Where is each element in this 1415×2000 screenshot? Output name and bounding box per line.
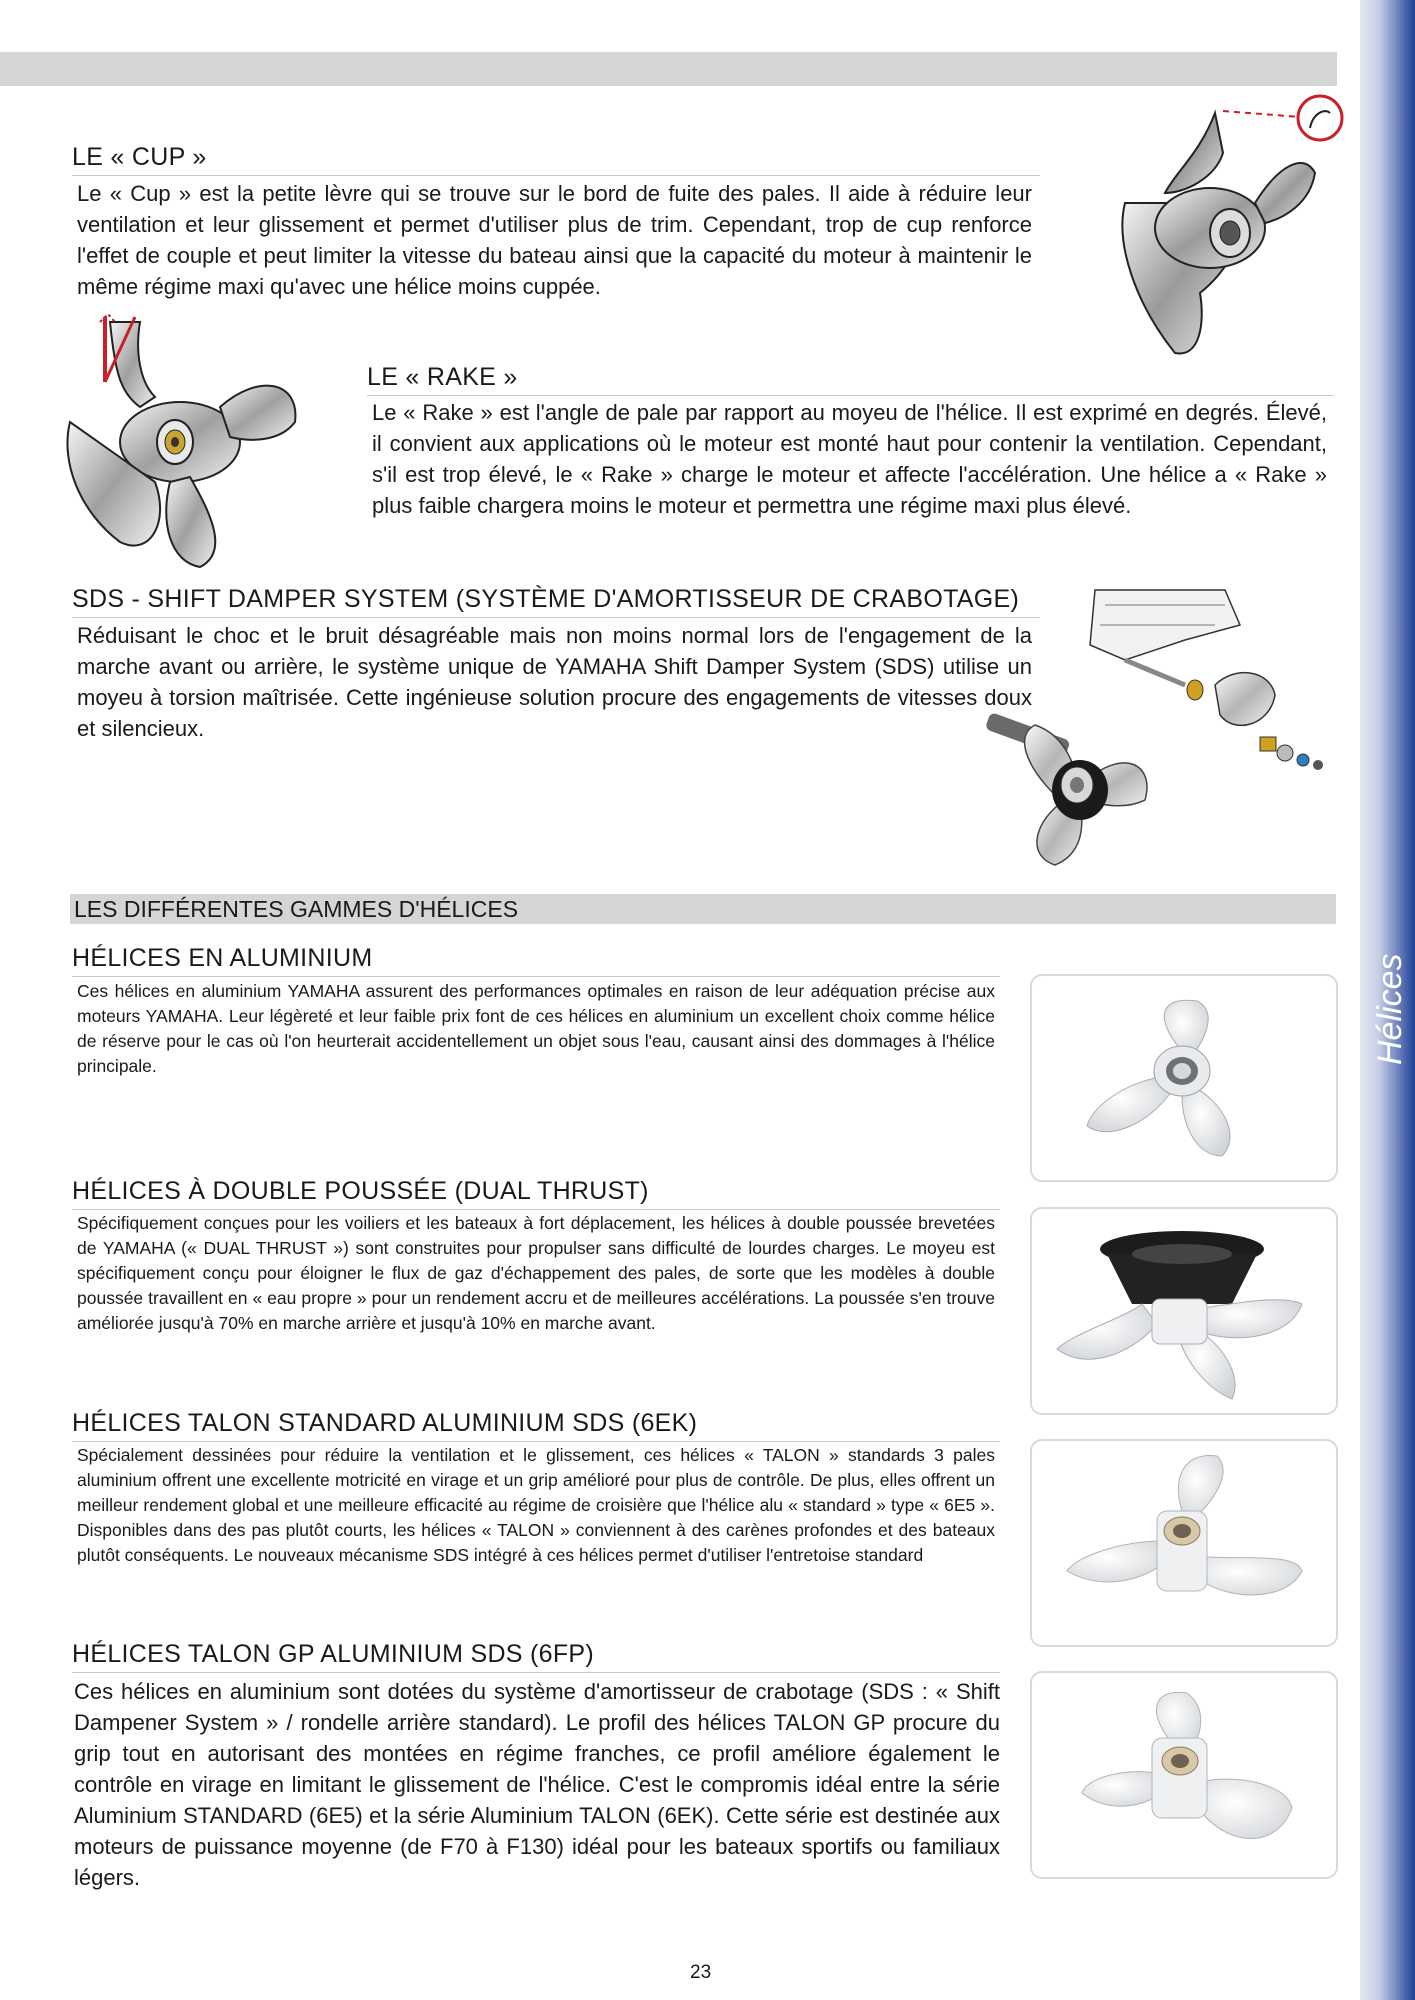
aluminium-text: Ces hélices en aluminium YAMAHA assurent des performances optimales en raison de leur adéquation précise aux moteurs YAMAHA. Leur légèreté et leur faible prix font de ces hélices en aluminium un excellent choix comme hélice de réserve pour le cas où l'on heurterait accidentellement un objet sous l'eau, causant ainsi des dommages à l'hélice principale.	[77, 981, 995, 1076]
page-number: 23	[690, 1962, 712, 1983]
ranges-heading: LES DIFFÉRENTES GAMMES D'HÉLICES	[74, 896, 519, 922]
dual-thrust-text: Spécifiquement conçues pour les voiliers et les bateaux à fort déplacement, les hélices à double poussée brevetées de YAMAHA (« DUAL THRUST ») sont construites pour propulser sans difficulté de lourdes charges. Le moyeu est spécifiquement conçu pour éloigner le flux de gaz d'échappement des pales, de sorte que les modèles à double poussée travaillent en « eau propre » pour un rendement accru et de meilleures accélérations. La poussée s'en trouve améliorée jusqu'à 70% en marche arrière et jusqu'à 10% en marche avant.	[77, 1213, 995, 1333]
aluminium-propeller-photo	[1030, 974, 1338, 1182]
cup-text: Le « Cup » est la petite lèvre qui se trouve sur le bord de fuite des pales. Il aide à réduire leur ventilation et leur glissement et permet d'utiliser plus de trim. Cependant, trop de cup renforce l'effet de couple et peut limiter la vitesse du bateau ainsi que la capacité du moteur à maintenir le même régime maxi qu'avec une hélice moins cuppée.	[77, 181, 1032, 299]
talon-gp-heading: HÉLICES TALON GP ALUMINIUM SDS (6FP)	[72, 1640, 1000, 1673]
dual-thrust-heading: HÉLICES À DOUBLE POUSSÉE (DUAL THRUST)	[72, 1177, 1000, 1210]
ranges-section-band	[70, 894, 1336, 924]
aluminium-heading: HÉLICES EN ALUMINIUM	[72, 944, 1000, 977]
talon-standard-text: Spécialement dessinées pour réduire la ventilation et le glissement, ces hélices « TALON » standards 3 pales aluminium offrent une excellente motricité en virage et un grip amélioré pour plus de contrôle. De plus, elles offrent un meilleur rendement global et une meilleure efficacité au régime de croisière que l'hélice alu « standard » type « 6E5 ». Disponibles dans des pas plutôt courts, les hélices « TALON » conviennent à des carènes profondes et des bateaux plutôt conséquents. Le nouveaux mécanisme SDS intégré à ces hélices permet d'utiliser l'entretoise standard	[77, 1445, 995, 1565]
talon-standard-heading: HÉLICES TALON STANDARD ALUMINIUM SDS (6EK)	[72, 1409, 1000, 1442]
cup-heading: LE « CUP »	[72, 143, 1040, 176]
top-header-bar	[0, 52, 1337, 86]
talon-gp-propeller-photo	[1030, 1671, 1338, 1879]
sds-heading: SDS - SHIFT DAMPER SYSTEM (SYSTÈME D'AMORTISSEUR DE CRABOTAGE)	[72, 585, 1040, 618]
rake-heading: LE « RAKE »	[367, 363, 1334, 396]
rake-propeller-illustration	[60, 312, 310, 572]
talon-gp-text: Ces hélices en aluminium sont dotées du système d'amortisseur de crabotage (SDS : « Shift Dampener System » / rondelle arrière standard). Le profil des hélices TALON GP procure du grip tout en autorisant des montées en régime franches, ce profil améliore également le contrôle en virage en limitant le glissement de l'hélice. C'est le compromis idéal entre la série Aluminium STANDARD (6E5) et la série Aluminium TALON (6EK). Cette série est destinée aux moteurs de puissance moyenne (de F70 à F130) idéal pour les bateaux sportifs ou familiaux légers.	[74, 1679, 1000, 1890]
sds-exploded-diagram	[985, 585, 1335, 870]
sds-text: Réduisant le choc et le bruit désagréable mais non moins normal lors de l'engagement de la marche avant ou arrière, le système unique de YAMAHA Shift Damper System (SDS) utilise un moyeu à torsion maîtrisée. Cette ingénieuse solution procure des engagements de vitesses doux et silencieux.	[77, 623, 1032, 741]
talon-standard-propeller-photo	[1030, 1439, 1338, 1647]
cup-propeller-illustration	[1105, 93, 1355, 363]
rake-text: Le « Rake » est l'angle de pale par rapport au moyeu de l'hélice. Il est exprimé en degrés. Élevé, il convient aux applications où le moteur est monté haut pour contenir la ventilation. Cependant, s'il est trop élevé, le « Rake » charge le moteur et affecte l'accélération. Une hélice a « Rake » plus faible chargera moins le moteur et permettra une régime maxi plus élevé.	[372, 400, 1327, 518]
dual-thrust-propeller-photo	[1030, 1207, 1338, 1415]
